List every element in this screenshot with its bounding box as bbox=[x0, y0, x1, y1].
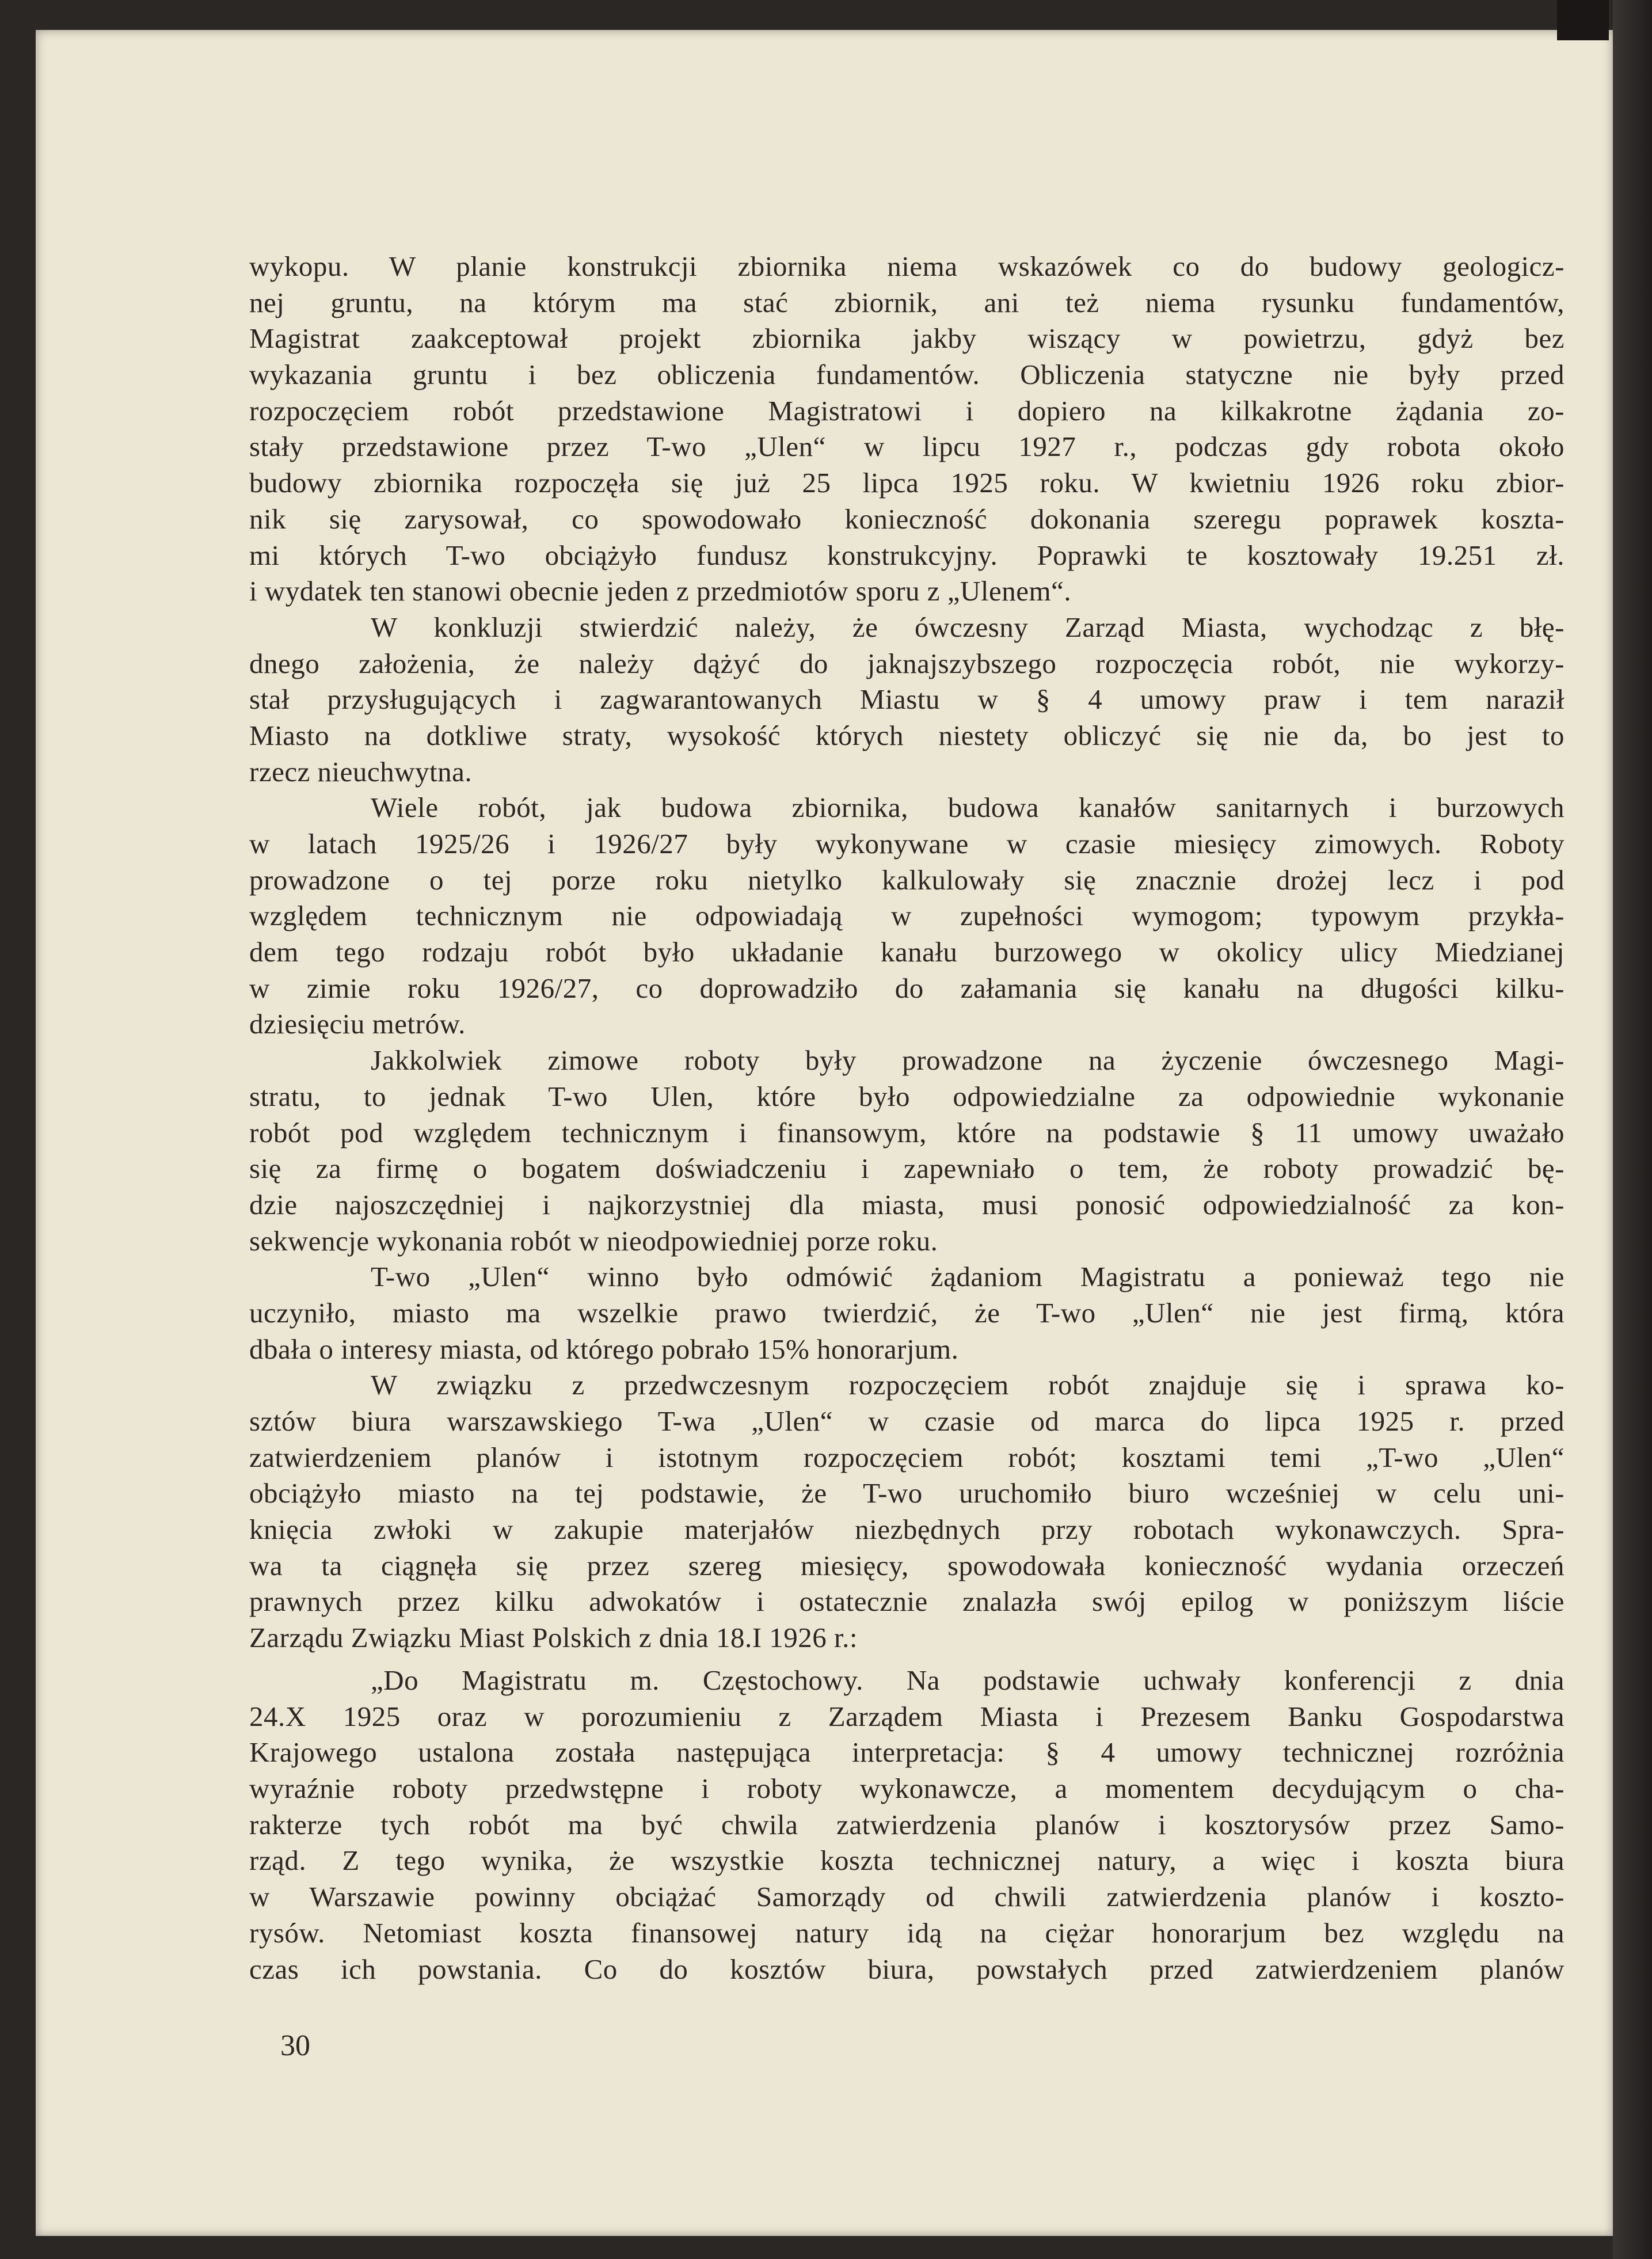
text-line: sekwencje wykonania robót w nieodpowiedniej porze roku. bbox=[249, 1224, 938, 1257]
text-line: dbała o interesy miasta, od którego pobrało 15% honorarjum. bbox=[249, 1333, 959, 1365]
text-line: czas ich powstania. Co do kosztów biura, powstałych przed zatwierdzeniem planów bbox=[249, 1953, 1565, 1985]
text-line: rząd. Z tego wynika, że wszystkie koszta technicznej natury, a więc i koszta biura bbox=[249, 1845, 1565, 1877]
text-line: rysów. Netomiast koszta finansowej natury idą na ciężar honorarjum bez względu na bbox=[249, 1916, 1565, 1949]
page-number: 30 bbox=[280, 2029, 310, 2062]
text-line: nik się zarysował, co spowodowało konieczność dokonania szeregu poprawek koszta- bbox=[249, 503, 1565, 535]
text-line: wykopu. W planie konstrukcji zbiornika niema wskazówek co do budowy geologicz- bbox=[249, 250, 1565, 282]
text-line: zatwierdzeniem planów i istotnym rozpoczęciem robót; kosztami temi „T-wo „Ulen“ bbox=[249, 1441, 1565, 1473]
quoted-letter bbox=[249, 1663, 1565, 1987]
text-line: prawnych przez kilku adwokatów i ostatecznie znalazła swój epilog w poniższym liście bbox=[249, 1585, 1565, 1618]
text-line: T-wo „Ulen“ winno było odmówić żądaniom Magistratu a ponieważ tego nie bbox=[371, 1261, 1565, 1293]
book-edge bbox=[1613, 0, 1652, 2259]
text-line: i wydatek ten stanowi obecnie jeden z przedmiotów sporu z „Ulenem“. bbox=[249, 575, 1072, 607]
text-line: Krajowego ustalona została następująca interpretacja: § 4 umowy technicznej rozróżnia bbox=[249, 1736, 1565, 1769]
text-line: dnego założenia, że należy dążyć do jaknajszybszego rozpoczęcia robót, nie wykorzy- bbox=[249, 647, 1565, 679]
text-line: uczyniło, miasto ma wszelkie prawo twierdzić, że T-wo „Ulen“ nie jest firmą, która bbox=[249, 1296, 1565, 1329]
text-line: obciążyło miasto na tej podstawie, że T-wo uruchomiło biuro wcześniej w celu uni- bbox=[249, 1477, 1565, 1509]
text-line: knięcia zwłoki w zakupie materjałów niezbędnych przy robotach wykonawczych. Spra- bbox=[249, 1513, 1565, 1546]
text-line: w Warszawie powinny obciążać Samorządy od chwili zatwierdzenia planów i koszto- bbox=[249, 1881, 1565, 1913]
text-line: dem tego rodzaju robót było układanie kanału burzowego w okolicy ulicy Miedzianej bbox=[249, 936, 1565, 968]
text-line: mi których T-wo obciążyło fundusz konstrukcyjny. Poprawki te kosztowały 19.251 zł. bbox=[249, 539, 1565, 571]
body-text bbox=[249, 249, 1565, 1656]
text-line: nej gruntu, na którym ma stać zbiornik, ani też niema rysunku fundamentów, bbox=[249, 286, 1565, 318]
text-line: prowadzone o tej porze roku nietylko kalkulowały się znacznie drożej lecz i pod bbox=[249, 864, 1565, 896]
text-line: się za firmę o bogatem doświadczeniu i zapewniało o tem, że roboty prowadzić bę- bbox=[249, 1153, 1565, 1185]
text-line: dzie najoszczędniej i najkorzystniej dla miasta, musi ponosić odpowiedzialność za kon- bbox=[249, 1188, 1565, 1220]
text-line: Zarządu Związku Miast Polskich z dnia 18.I 1926 r.: bbox=[249, 1622, 858, 1654]
text-line: sztów biura warszawskiego T-wa „Ulen“ w czasie od marca do lipca 1925 r. przed bbox=[249, 1405, 1565, 1437]
text-line: Magistrat zaakceptował projekt zbiornika jakby wiszący w powietrzu, gdyż bez bbox=[249, 322, 1565, 355]
text-line: wyraźnie roboty przedwstępne i roboty wykonawcze, a momentem decydującym o cha- bbox=[249, 1773, 1565, 1805]
text-line: Jakkolwiek zimowe roboty były prowadzone na życzenie ówczesnego Magi- bbox=[371, 1044, 1565, 1077]
text-line: W konkluzji stwierdzić należy, że ówczesny Zarząd Miasta, wychodząc z błę- bbox=[371, 611, 1565, 643]
text-line: robót pod względem technicznym i finansowym, które na podstawie § 11 umowy uważało bbox=[249, 1116, 1565, 1148]
text-line: stratu, to jednak T-wo Ulen, które było odpowiedzialne za odpowiednie wykonanie bbox=[249, 1080, 1565, 1112]
text-line: w latach 1925/26 i 1926/27 były wykonywane w czasie miesięcy zimowych. Roboty bbox=[249, 828, 1565, 860]
page-tab bbox=[1557, 0, 1609, 40]
text-line: względem technicznym nie odpowiadają w zupełności wymogom; typowym przykła- bbox=[249, 900, 1565, 932]
text-line: wykazania gruntu i bez obliczenia fundamentów. Obliczenia statyczne nie były przed bbox=[249, 359, 1565, 391]
text-line: rozpoczęciem robót przedstawione Magistratowi i dopiero na kilkakrotne żądania zo- bbox=[249, 394, 1565, 427]
text-line: Wiele robót, jak budowa zbiornika, budowa kanałów sanitarnych i burzowych bbox=[371, 792, 1565, 824]
text-line: „Do Magistratu m. Częstochowy. Na podstawie uchwały konferencji z dnia bbox=[371, 1664, 1565, 1696]
text-line: wa ta ciągnęła się przez szereg miesięcy, spowodowała konieczność wydania orzeczeń bbox=[249, 1549, 1565, 1581]
text-line: budowy zbiornika rozpoczęła się już 25 lipca 1925 roku. W kwietniu 1926 roku zbior- bbox=[249, 467, 1565, 499]
text-line: rakterze tych robót ma być chwila zatwierdzenia planów i kosztorysów przez Samo- bbox=[249, 1808, 1565, 1840]
text-line: W związku z przedwczesnym rozpoczęciem robót znajduje się i sprawa ko- bbox=[371, 1369, 1565, 1401]
text-line: 24.X 1925 oraz w porozumieniu z Zarządem Miasta i Prezesem Banku Gospodarstwa bbox=[249, 1700, 1565, 1732]
text-line: Miasto na dotkliwe straty, wysokość których niestety obliczyć się nie da, bo jest to bbox=[249, 719, 1565, 751]
text-line: stały przedstawione przez T-wo „Ulen“ w lipcu 1927 r., podczas gdy robota około bbox=[249, 431, 1565, 463]
text-line: w zimie roku 1926/27, co doprowadziło do załamania się kanału na długości kilku- bbox=[249, 972, 1565, 1004]
text-line: dziesięciu metrów. bbox=[249, 1008, 466, 1040]
text-line: rzecz nieuchwytna. bbox=[249, 755, 473, 788]
text-line: stał przysługujących i zagwarantowanych Miastu w § 4 umowy praw i tem naraził bbox=[249, 683, 1565, 716]
